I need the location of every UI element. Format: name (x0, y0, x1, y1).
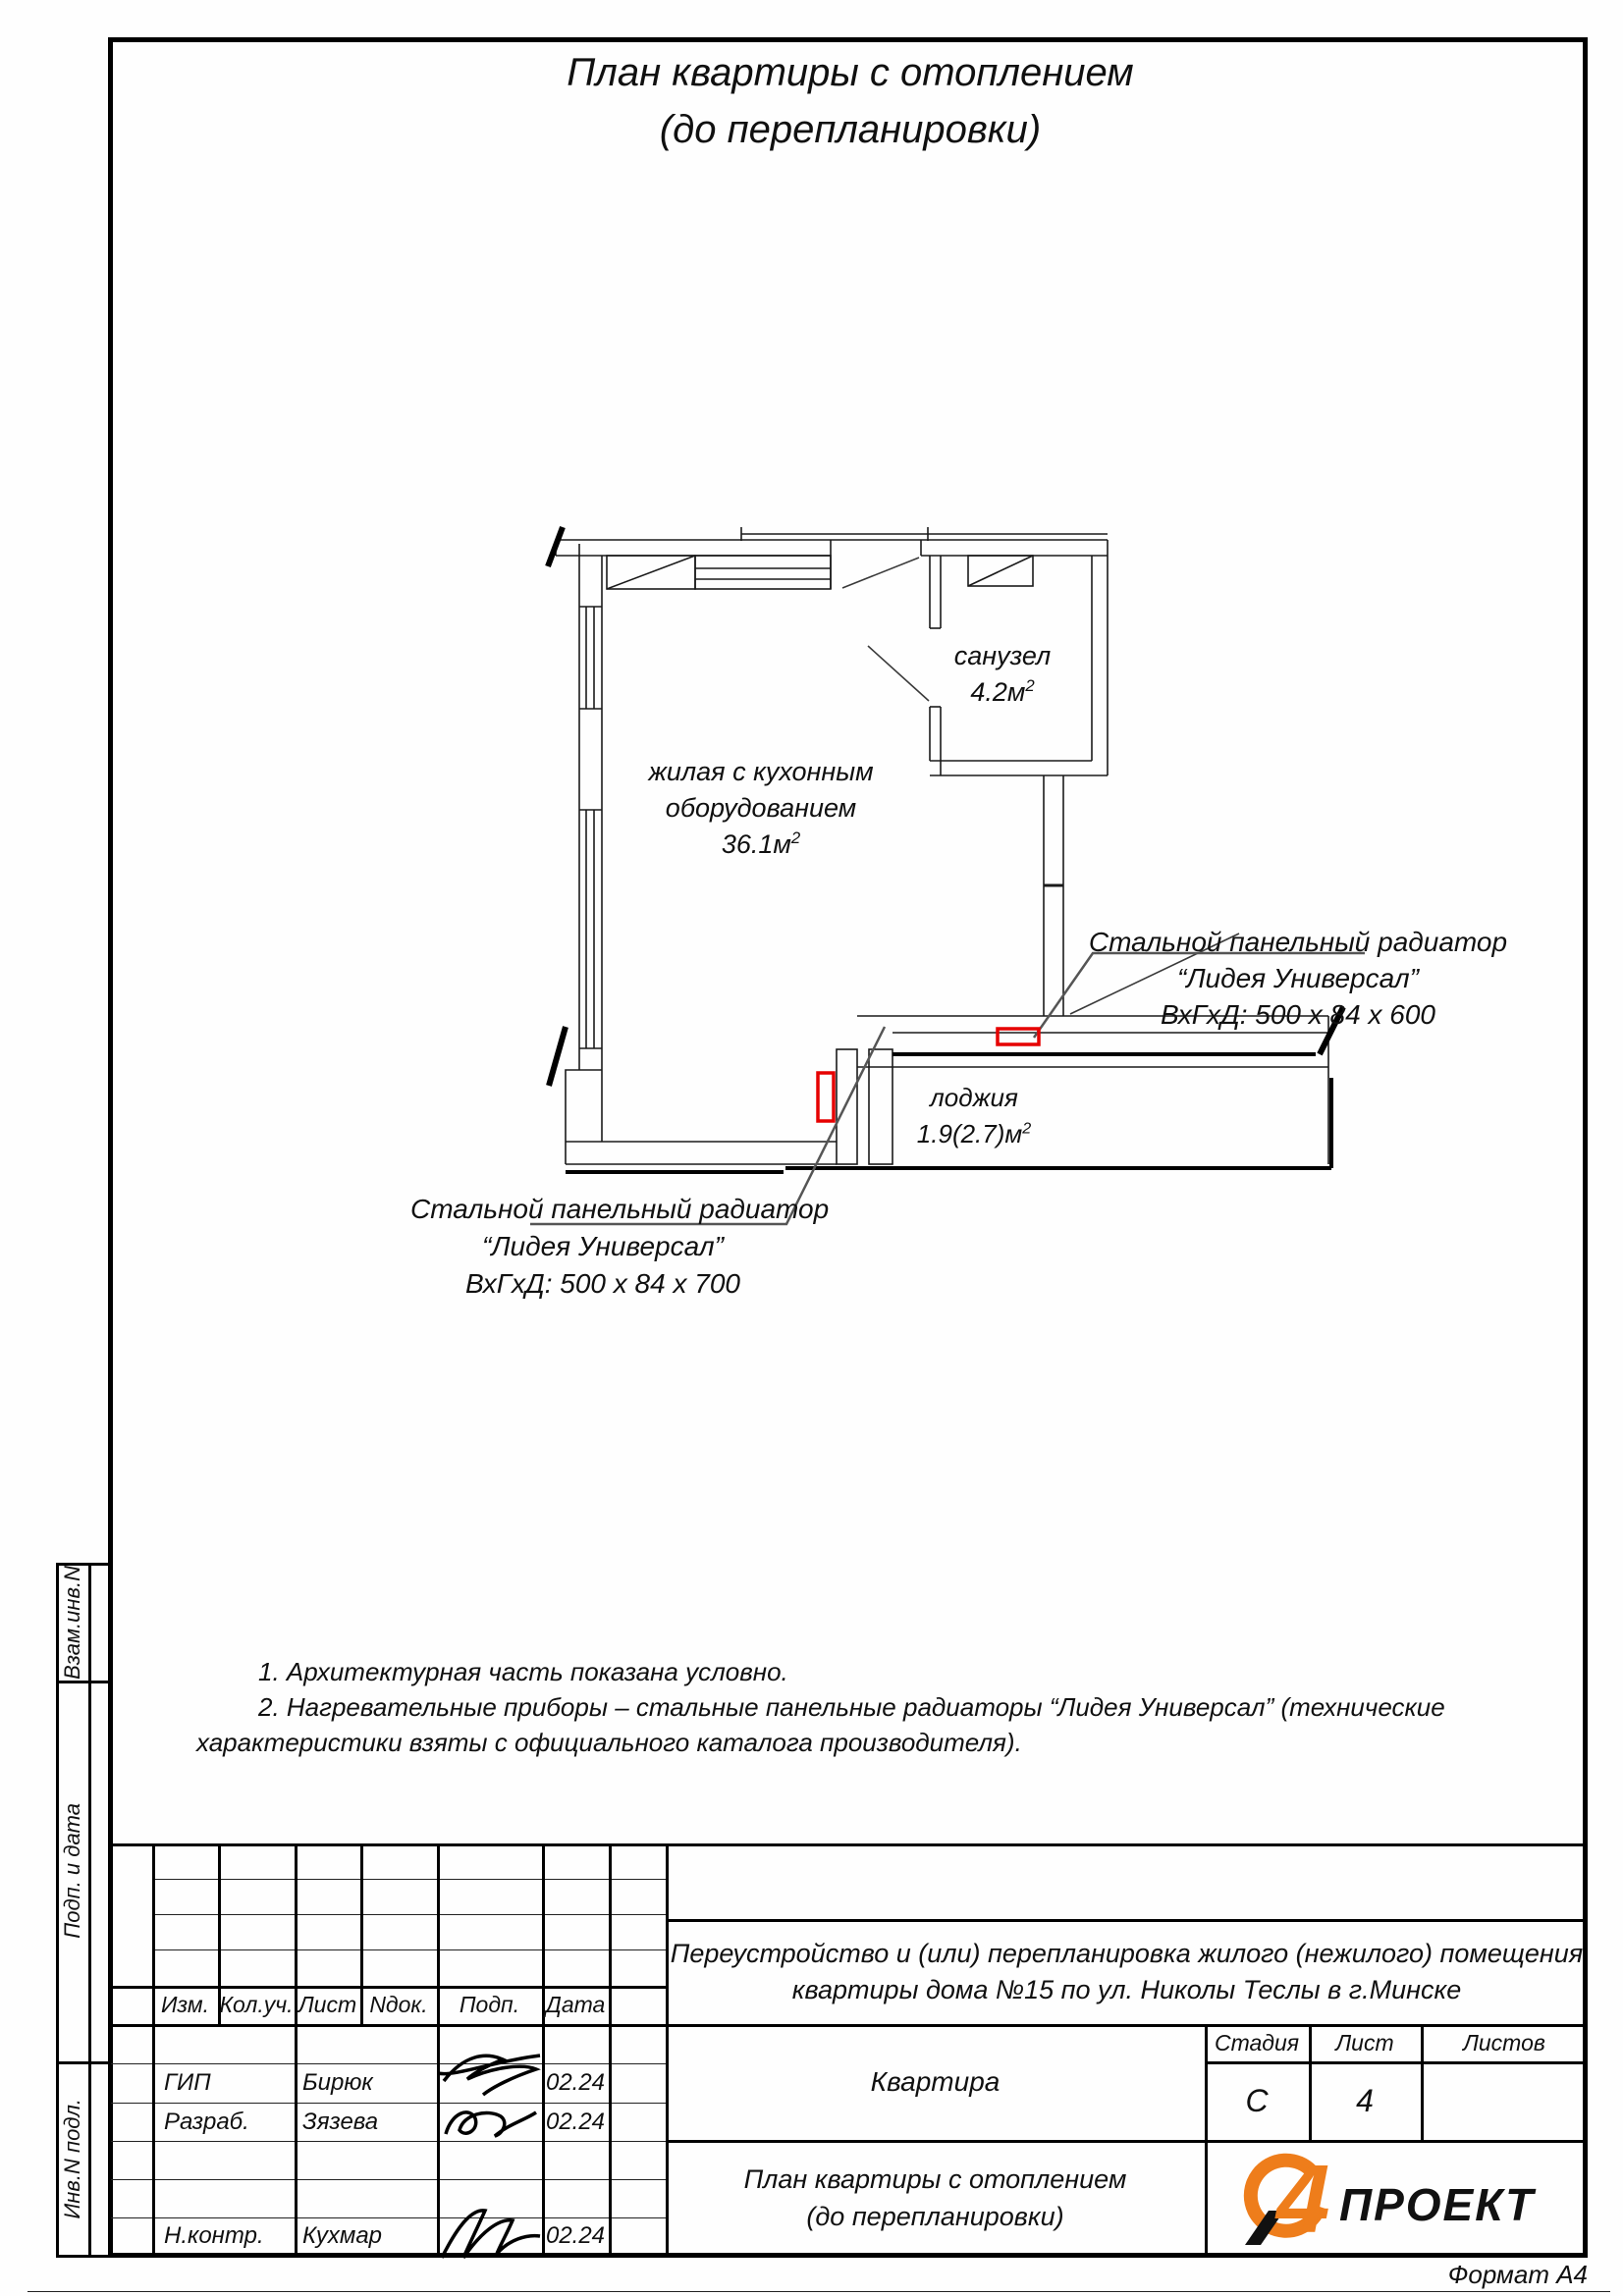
tb-col-list: Лист (298, 1992, 357, 2017)
frame-top (108, 37, 1588, 42)
drawing-element: Взам.инв.N (60, 1565, 84, 1680)
tb-name-nkontr: Кухмар (302, 2222, 383, 2249)
note-line1: 1. Архитектурная часть показана условно. (258, 1657, 788, 1686)
sheet-title-line2: (до перепланировки) (659, 108, 1042, 151)
tb-role-nkontr: Н.контр. (164, 2222, 264, 2249)
radiator-annotation-left (410, 1191, 830, 1303)
sidestamp-divider (88, 1563, 91, 2258)
drawing-element (837, 1049, 857, 1164)
signature-nkontr (434, 2201, 548, 2262)
drawing-element (842, 558, 919, 588)
drawing-element (438, 2056, 540, 2095)
logo-text: ПРОЕКТ (1339, 2179, 1536, 2230)
room-label-bathroom (924, 638, 1081, 711)
room-label-loggia (892, 1080, 1056, 1152)
drawing-element (549, 1027, 566, 1086)
radiator-left-line3: ВхГхД: 500 х 84 х 700 (465, 1268, 740, 1299)
tb-date-nkontr: 02.24 (545, 2222, 606, 2249)
living-area (579, 827, 943, 863)
grid-line (152, 1879, 666, 1880)
tb-role-razrab: Разраб. (164, 2108, 249, 2135)
drawing-element (968, 556, 1033, 586)
drawing-element: 1.9(2.7)м (916, 1119, 1023, 1148)
radiator-symbol-left (818, 1073, 834, 1121)
tb-col-podp: Подп. (459, 1992, 520, 2017)
drawing-element: 2 (1022, 1119, 1032, 1138)
living-name-line1: жилая с кухонным (648, 757, 874, 786)
signature-razrab (440, 2103, 542, 2144)
tb-project-line2: квартиры дома №15 по ул. Николы Теслы в г.Минске (791, 1974, 1462, 2004)
grid-line (152, 1914, 666, 1915)
drawing-element: 2 (790, 828, 801, 847)
drawing-element: Подп. и дата (60, 1803, 84, 1939)
sheet-title-line1: План квартиры с отоплением (567, 51, 1134, 94)
tb-stage-value: С (1245, 2082, 1269, 2118)
drawing-element (446, 2112, 536, 2136)
sidestamp-label-vzam (58, 1566, 87, 1679)
tb-object-name: Квартира (870, 2066, 1001, 2097)
radiator-right-line2: “Лидея Универсал” (1177, 963, 1419, 993)
room-label-living (579, 754, 943, 863)
drawing-element (695, 556, 831, 589)
sidestamp-bottom (56, 2255, 111, 2258)
radiator-right-line3: ВхГхД: 500 х 84 х 600 (1161, 999, 1435, 1030)
tb-date-razrab: 02.24 (545, 2108, 606, 2135)
drawing-element (607, 556, 695, 589)
tb-col-izm: Изм. (160, 1992, 210, 2017)
tb-drawing-name (666, 2140, 1205, 2255)
drawing-element: Инв.N подл. (60, 2098, 84, 2219)
tb-name-razrab: Зязева (302, 2108, 379, 2135)
tb-name-gip: Бирюк (302, 2069, 373, 2096)
tb-sheet-label: Лист (1335, 2029, 1394, 2056)
grid-line (295, 1843, 298, 2258)
loggia-area (892, 1116, 1056, 1152)
grid-line (152, 1949, 666, 1950)
grid-line (609, 1843, 612, 2258)
frame-left (108, 37, 113, 2258)
sheet-trim-line (27, 2291, 1610, 2292)
grid-line (111, 2179, 666, 2180)
radiator-left-line1: Стальной панельный радиатор (410, 1194, 830, 1224)
tb-sheets-label: Листов (1463, 2029, 1545, 2056)
drawing-element (868, 646, 929, 701)
drawing-element: 36.1м (721, 829, 791, 859)
tb-date-gip: 02.24 (545, 2069, 606, 2096)
note-line3: характеристики взяты с официального каталога производителя). (196, 1728, 1022, 1757)
tb-project-name (666, 1919, 1588, 2024)
drawing-element (548, 527, 563, 566)
tb-sheets-value (1421, 2061, 1588, 2140)
radiator-left-line2: “Лидея Универсал” (482, 1231, 724, 1261)
company-logo (1229, 2150, 1563, 2248)
tb-col-ndok: Nдок. (369, 1992, 428, 2017)
drawing-element: 2 (1025, 676, 1035, 695)
grid-line (111, 2141, 666, 2142)
drawing-element (566, 1070, 579, 1164)
radiator-right-line1: Стальной панельный радиатор (1088, 927, 1508, 957)
bathroom-area (924, 674, 1081, 711)
note-line2: 2. Нагревательные приборы – стальные панельные радиаторы “Лидея Универсал” (технические (258, 1692, 1445, 1722)
bathroom-name: санузел (953, 641, 1052, 670)
loggia-name: лоджия (930, 1083, 1018, 1112)
radiator-annotation-right (1088, 924, 1508, 1033)
sidestamp-label-podp-data (58, 1683, 87, 2058)
grid-line (108, 1843, 1588, 1846)
logo-digit: 4 (1276, 2150, 1330, 2248)
tb-role-gip: ГИП (164, 2069, 211, 2096)
tb-drawing-line1: План квартиры с отоплением (743, 2163, 1127, 2194)
tb-project-line1: Переустройство и (или) перепланировка жилого (нежилого) помещения (670, 1938, 1584, 1968)
tb-sheet-value: 4 (1356, 2082, 1374, 2118)
tb-drawing-line2: (до перепланировки) (806, 2201, 1064, 2231)
sidestamp-label-inv (58, 2064, 87, 2253)
tb-stage-label: Стадия (1214, 2029, 1300, 2056)
radiator-symbol-right (998, 1029, 1039, 1044)
tb-col-koluch: Кол.уч. (219, 1992, 294, 2017)
grid-line (152, 1843, 155, 2258)
signature-gip (434, 2044, 544, 2099)
living-name-line2: оборудованием (665, 793, 857, 823)
drawing-element (442, 2211, 540, 2258)
format-label: Формат А4 (1447, 2260, 1588, 2289)
tb-col-data: Дата (545, 1992, 606, 2017)
drawing-element: 4.2м (970, 677, 1026, 707)
